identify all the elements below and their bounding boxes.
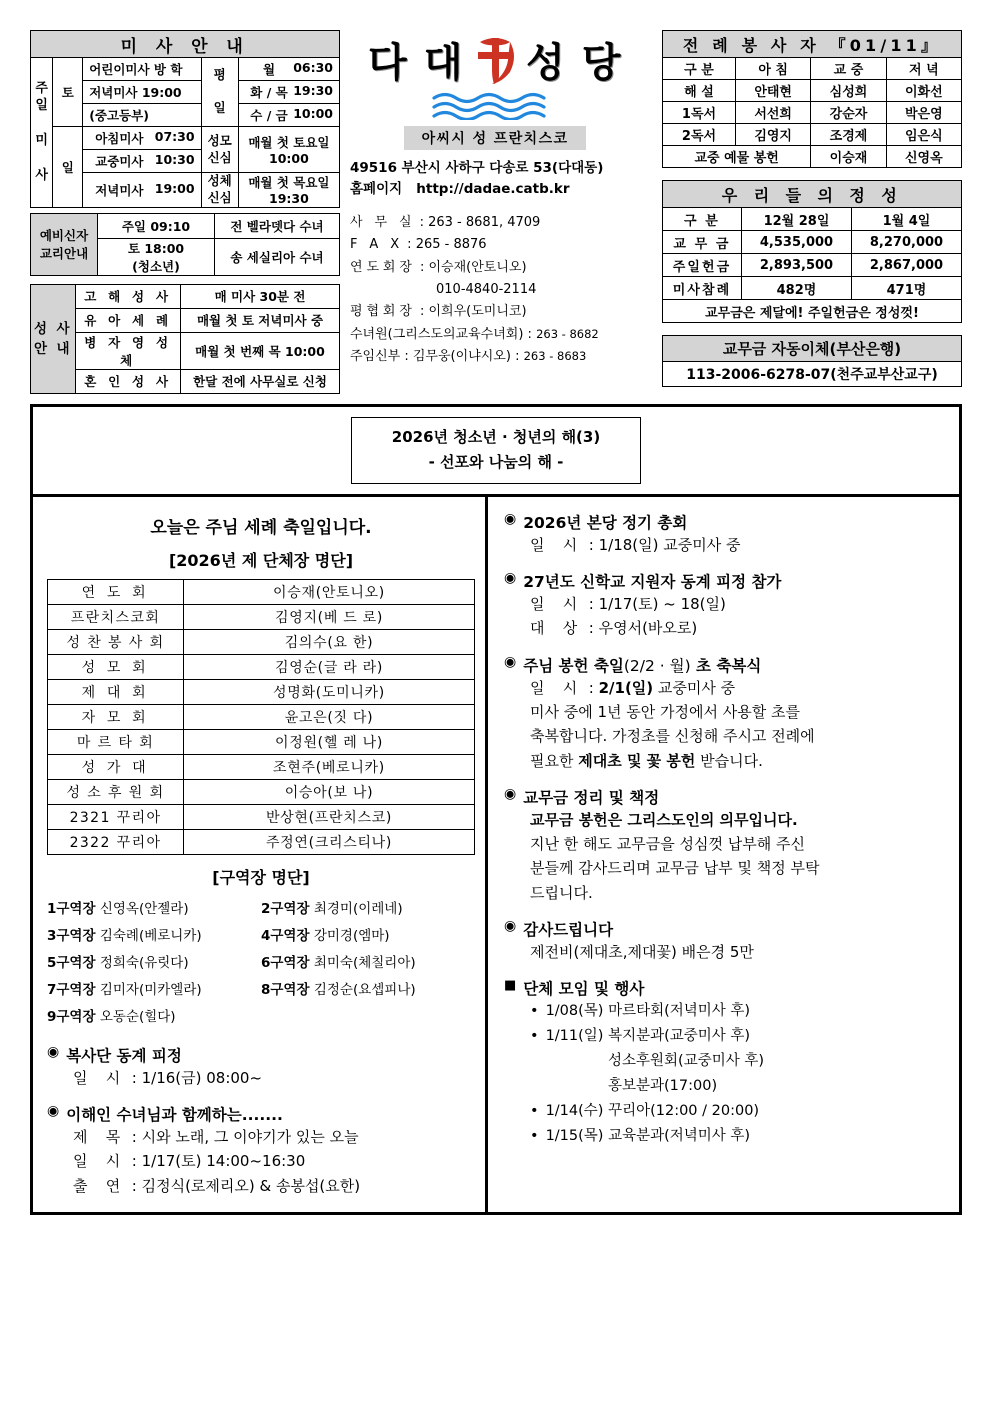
- contact-block: [350, 212, 640, 369]
- offering-header-1: 12월 28일: [742, 208, 852, 231]
- liturgy-r0c2: 심성희: [811, 80, 886, 102]
- offering-r2c1: 482명: [742, 277, 852, 300]
- announcement-line: 대 상 : 우영서(바오로): [530, 619, 698, 638]
- org-key-7: 성 가 대: [48, 754, 184, 779]
- mass-schedule-table: [30, 30, 340, 208]
- list-item: [608, 1074, 947, 1099]
- church-address: [350, 158, 640, 200]
- sacrament-value-2: 매월 첫 번째 목 10:00: [181, 332, 340, 369]
- event-text: 성소후원회(교중미사 후): [608, 1053, 764, 1070]
- liturgy-header-2: 교 중: [811, 58, 886, 80]
- organization-leaders-table: [47, 579, 475, 855]
- offering-r2c2: 471명: [852, 277, 962, 300]
- table-row: [48, 804, 475, 829]
- contact-row-office: 사 무 실 : 263 - 8681, 4709: [350, 214, 541, 230]
- org-key-2: 성 찬 봉 사 회: [48, 629, 184, 654]
- logo-text-left: 다 대: [367, 39, 464, 86]
- announcement-line: 출 연 : 김정식(로제리오) & 송봉섭(요한): [73, 1176, 361, 1195]
- homepage-line: [350, 179, 640, 200]
- address-line: 49516 부산시 사하구 다송로 53(다대동): [350, 160, 604, 176]
- org-key-8: 성 소 후 원 회: [48, 779, 184, 804]
- liturgy-r2c2: 조경제: [811, 124, 886, 146]
- org-value-6: 이정원(헬 레 나): [184, 729, 475, 754]
- contact-row-fax: F A X : 265 - 8876: [350, 237, 487, 253]
- banner-line-2: - 선포와 나눔의 해 -: [428, 453, 564, 472]
- list-item: [47, 896, 475, 923]
- catechumen-label: 예비신자 교리안내: [31, 213, 98, 275]
- org-value-4: 성명화(도미니카): [184, 679, 475, 704]
- dot-icon: •: [530, 1003, 539, 1020]
- table-row: [48, 604, 475, 629]
- table-row: [48, 579, 475, 604]
- orgs-title: [2026년 제 단체장 명단]: [168, 550, 354, 570]
- announcement-line: 일 시 : 1/17(토) 14:00~16:30: [73, 1152, 306, 1171]
- district-name-5: 최미숙(체칠리아): [313, 954, 416, 971]
- liturgy-r2c3: 임은식: [886, 124, 961, 146]
- fish-cross-icon: [466, 30, 524, 88]
- event-text: 꾸리아(12:00 / 20:00): [608, 1103, 760, 1120]
- liturgy-r1c3: 박은영: [886, 102, 961, 124]
- announcement-paragraph: 분들께 감사드리며 교무금 납부 및 책정 부탁: [530, 859, 820, 878]
- header-region: [30, 30, 962, 394]
- liturgy-r2c0: 2독서: [663, 124, 736, 146]
- liturgy-header-1: 아 침: [736, 58, 811, 80]
- catechumen-table: [30, 213, 340, 276]
- table-row: [663, 124, 962, 146]
- liturgy-r1c0: 1독서: [663, 102, 736, 124]
- weekday-label: 평 일: [201, 58, 238, 127]
- table-row: [48, 629, 475, 654]
- devotion-label-1: 성체 신심: [201, 173, 238, 208]
- district-num-2: 3구역장: [47, 927, 96, 944]
- table-row: [48, 729, 475, 754]
- church-logo: [350, 30, 640, 150]
- year-banner-row: [33, 407, 959, 497]
- contact-row-yeondo-phone: 010-4840-2114: [436, 281, 537, 297]
- list-item: [47, 950, 475, 977]
- sacrament-value-1: 매월 첫 토 저녁미사 중: [181, 308, 340, 332]
- events-list: [530, 999, 947, 1149]
- table-row: [48, 679, 475, 704]
- homepage-label: 홈페이지: [350, 180, 403, 197]
- announcement-title: 27년도 신학교 지원자 동계 피정 참가: [523, 573, 782, 592]
- list-item: [608, 1049, 947, 1074]
- district-num-8: 9구역장: [47, 1008, 96, 1025]
- district-name-7: 김정순(요셉피나): [313, 981, 416, 998]
- events-title: 단체 모임 및 행사: [523, 980, 645, 999]
- liturgy-r1c2: 강순자: [811, 102, 886, 124]
- sacrament-value-3: 한달 전에 사무실로 신청: [181, 369, 340, 393]
- liturgy-r0c0: 해 설: [663, 80, 736, 102]
- info-tables-column: [662, 30, 962, 387]
- district-num-0: 1구역장: [47, 900, 96, 917]
- list-item: [47, 977, 475, 1004]
- autopay-account: 113-2006-6278-07(천주교부산교구): [663, 362, 962, 387]
- events-block: [504, 977, 947, 1149]
- table-row: [663, 277, 962, 300]
- table-row: [48, 829, 475, 854]
- announcement-paragraph: 미사 중에 1년 동안 가정에서 사용할 초를: [530, 702, 800, 721]
- table-row: [48, 704, 475, 729]
- event-date: 1/15(목): [545, 1128, 604, 1144]
- identity-column: [340, 30, 640, 368]
- district-num-1: 2구역장: [261, 900, 310, 917]
- contact-row-yeondo: 연도회장 : 이승재(안토니오): [350, 259, 527, 275]
- weekday-row-0: 월 06:30: [238, 58, 339, 81]
- dot-icon: •: [530, 1128, 539, 1144]
- bullet-icon: ◉: [47, 1043, 60, 1060]
- district-name-4: 정희숙(유릿다): [99, 954, 189, 971]
- liturgy-header-3: 저 녁: [886, 58, 961, 80]
- announcement-paragraph: 필요한 제대초 및 꽃 봉헌 받습니다.: [530, 751, 763, 770]
- districts-title: [구역장 명단]: [212, 867, 310, 887]
- liturgy-footer-v2: 신영옥: [886, 146, 961, 168]
- sat-line-3: (중고등부): [83, 104, 201, 127]
- announcement-line: 일 시 : 1/17(토) ~ 18(일): [530, 595, 726, 614]
- autopay-table: [662, 335, 962, 387]
- liturgy-r0c3: 이화선: [886, 80, 961, 102]
- announcement-title: 2026년 본당 정기 총회: [523, 513, 688, 532]
- announcement-item: [504, 570, 947, 641]
- offering-header-0: 구 분: [663, 208, 742, 231]
- org-key-6: 마 르 타 회: [48, 729, 184, 754]
- org-value-7: 조현주(베로니카): [184, 754, 475, 779]
- devotion-label-0: 성모 신심: [201, 127, 238, 173]
- liturgy-footer-v1: 이승재: [811, 146, 886, 168]
- table-row: [48, 754, 475, 779]
- announcement-title: 감사드립니다: [523, 921, 614, 940]
- table-row: [663, 102, 962, 124]
- devotion-value-1: 매월 첫 목요일 19:30: [238, 173, 339, 208]
- table-row: [663, 254, 962, 277]
- bullet-icon: ◉: [504, 510, 517, 527]
- announcement-paragraph: 축복합니다. 가정초를 신청해 주시고 전례에: [530, 727, 815, 746]
- sacraments-label: 성 사 안 내: [31, 284, 76, 393]
- org-key-1: 프란치스코회: [48, 604, 184, 629]
- year-banner: [351, 417, 641, 484]
- table-row: [48, 654, 475, 679]
- left-content-column: [33, 497, 488, 1212]
- liturgy-footer-label: 교중 예물 봉헌: [663, 146, 811, 168]
- table-row: [663, 231, 962, 254]
- org-key-3: 성 모 회: [48, 654, 184, 679]
- sacrament-key-2: 병 자 영 성 체: [76, 332, 181, 369]
- announcement-line: 일 시 : 2/1(일) 교중미사 중: [530, 678, 736, 697]
- org-key-0: 연 도 회: [48, 579, 184, 604]
- event-text: 홍보분과(17:00): [608, 1078, 718, 1095]
- offering-r2c0: 미사참례: [663, 277, 742, 300]
- announcement-line: 제 목 : 시와 노래, 그 이야기가 있는 오늘: [73, 1128, 359, 1147]
- bullet-icon: ◉: [504, 570, 517, 587]
- sacrament-value-0: 매 미사 30분 전: [181, 284, 340, 308]
- table-row: [663, 80, 962, 102]
- sunday-label: 일: [53, 127, 83, 208]
- weekday-row-1: 화 / 목 19:30: [238, 81, 339, 104]
- list-item: [530, 999, 947, 1024]
- list-item: [530, 1099, 947, 1124]
- announcement-item: [504, 786, 947, 905]
- org-value-2: 김의수(요 한): [184, 629, 475, 654]
- district-num-3: 4구역장: [261, 927, 310, 944]
- announcement-line: 일 시 : 1/16(금) 08:00~: [73, 1068, 263, 1087]
- catechumen-person-0: 전 벨라뎃다 수녀: [215, 213, 340, 238]
- right-content-column: [488, 497, 959, 1212]
- devotion-value-0: 매월 첫 토요일 10:00: [238, 127, 339, 173]
- offering-r1c0: 주일헌금: [663, 254, 742, 277]
- table-row: [663, 146, 962, 168]
- event-text: 마르타회(저녁미사 후): [608, 1003, 751, 1020]
- announcement-paragraph: 제전비(제대초,제대꽃) 배은경 5만: [530, 943, 754, 962]
- weekday-row-2: 수 / 금 10:00: [238, 104, 339, 127]
- district-num-5: 6구역장: [261, 954, 310, 971]
- sacraments-table: [30, 284, 340, 394]
- sunday-mass-label: 주 일 미 사: [31, 58, 53, 208]
- list-item: [530, 1124, 947, 1149]
- homepage-url[interactable]: http://dadae.catb.kr: [416, 180, 570, 197]
- list-item: [530, 1024, 947, 1049]
- announcement-item: [47, 1044, 475, 1090]
- liturgy-header-0: 구 분: [663, 58, 736, 80]
- catechumen-time-0: 주일 09:10: [98, 213, 215, 238]
- square-bullet-icon: ■: [504, 978, 517, 994]
- announcement-item: [504, 511, 947, 557]
- saturday-label: 토: [53, 58, 83, 127]
- mass-table-title: 미 사 안 내: [31, 31, 340, 58]
- offering-note: 교무금은 제달에! 주일헌금은 정성껏!: [663, 300, 962, 323]
- logo-text-right: 성 당: [526, 39, 623, 86]
- bullet-icon: ◉: [47, 1103, 60, 1120]
- announcement-line: 일 시 : 1/18(일) 교중미사 중: [530, 535, 741, 554]
- event-date: 1/08(목): [545, 1003, 604, 1020]
- event-date: 1/14(수): [545, 1103, 604, 1120]
- org-value-3: 김영순(글 라 라): [184, 654, 475, 679]
- org-key-9: 2321 꾸리아: [48, 804, 184, 829]
- catechumen-time-1: 토 18:00 (청소년): [98, 238, 215, 275]
- org-value-0: 이승재(안토니오): [184, 579, 475, 604]
- list-item: [47, 923, 475, 950]
- liturgy-r2c1: 김영지: [736, 124, 811, 146]
- offering-r0c0: 교 무 금: [663, 231, 742, 254]
- district-num-6: 7구역장: [47, 981, 96, 998]
- org-key-10: 2322 꾸리아: [48, 829, 184, 854]
- table-row: [48, 779, 475, 804]
- waves-icon: [350, 90, 640, 124]
- liturgy-r1c1: 서선희: [736, 102, 811, 124]
- district-name-0: 신영옥(안젤라): [99, 900, 189, 917]
- sat-line-2: 저녁미사 19:00: [83, 81, 201, 104]
- sacrament-key-1: 유 아 세 례: [76, 308, 181, 332]
- sun-row-2: 저녁미사 19:00: [83, 173, 201, 208]
- schedule-column: [30, 30, 340, 394]
- contact-row-pyeonghyeop: 평협회장 : 이희우(도미니코): [350, 304, 527, 320]
- announcement-paragraph: 교무금 봉헌은 그리스도인의 의무입니다.: [530, 810, 798, 829]
- dot-icon: •: [530, 1103, 539, 1120]
- bullet-icon: ◉: [504, 918, 517, 935]
- announcement-title: 복사단 동계 피정: [66, 1046, 182, 1065]
- announcement-title: 주님 봉헌 축일(2/2 · 월) 초 축복식: [523, 656, 762, 675]
- event-text: 교육분과(저녁미사 후): [608, 1128, 751, 1144]
- district-name-6: 김미자(미카엘라): [99, 981, 202, 998]
- catechumen-person-1: 송 세실리아 수녀: [215, 238, 340, 275]
- body-frame: [30, 404, 962, 1215]
- announcement-item: [504, 654, 947, 773]
- offering-r0c1: 4,535,000: [742, 231, 852, 254]
- dot-icon: •: [530, 1028, 539, 1045]
- announcement-paragraph: 지난 한 해도 교무금을 성심껏 납부해 주신: [530, 835, 805, 854]
- patron-saint: 아씨시 성 프란치스코: [404, 126, 587, 150]
- offering-table: [662, 180, 962, 323]
- announcement-title: 이해인 수녀님과 함께하는.......: [66, 1106, 283, 1125]
- district-num-7: 8구역장: [261, 981, 310, 998]
- offering-header-2: 1월 4일: [852, 208, 962, 231]
- district-num-4: 5구역장: [47, 954, 96, 971]
- sat-line-1: 어린이미사 방 학: [83, 58, 201, 81]
- liturgy-ministers-table: [662, 30, 962, 168]
- district-name-8: 오동순(힐다): [99, 1008, 176, 1025]
- sacrament-key-3: 혼 인 성 사: [76, 369, 181, 393]
- org-key-5: 자 모 회: [48, 704, 184, 729]
- announcement-item: [47, 1103, 475, 1198]
- org-value-9: 반상현(프란치스코): [184, 804, 475, 829]
- sun-row-0: 아침미사 07:30: [83, 127, 201, 150]
- sacrament-key-0: 고 해 성 사: [76, 284, 181, 308]
- main-content: [33, 497, 959, 1212]
- district-leaders-list: [47, 896, 475, 1031]
- district-name-3: 강미경(엠마): [313, 927, 390, 944]
- offering-title: 우 리 들 의 정 성: [663, 181, 962, 208]
- offering-r1c2: 2,867,000: [852, 254, 962, 277]
- contact-row-convent: 수녀원(그리스도의교육수녀회) : 263 - 8682: [350, 326, 599, 342]
- bullet-icon: ◉: [504, 785, 517, 802]
- event-date: 1/11(일): [545, 1028, 604, 1045]
- list-item: [47, 1004, 475, 1031]
- district-name-1: 최경미(이레네): [313, 900, 403, 917]
- announcement-title: 교무금 정리 및 책정: [523, 788, 660, 807]
- org-value-8: 이승아(보 나): [184, 779, 475, 804]
- org-key-4: 제 대 회: [48, 679, 184, 704]
- org-value-5: 윤고은(짓 다): [184, 704, 475, 729]
- liturgy-r0c1: 안태현: [736, 80, 811, 102]
- bullet-icon: ◉: [504, 653, 517, 670]
- feast-day-text: 오늘은 주님 세례 축일입니다.: [150, 517, 372, 538]
- org-value-1: 김영지(베 드 로): [184, 604, 475, 629]
- contact-row-pastor: 주임신부 : 김무웅(이냐시오) : 263 - 8683: [350, 349, 587, 364]
- announcement-item: [504, 918, 947, 964]
- liturgy-title: 전 례 봉 사 자 『01/11』: [663, 31, 962, 58]
- district-name-2: 김숙례(베로니카): [99, 927, 202, 944]
- offering-r1c1: 2,893,500: [742, 254, 852, 277]
- announcement-paragraph: 드립니다.: [530, 883, 593, 902]
- offering-r0c2: 8,270,000: [852, 231, 962, 254]
- sun-row-1: 교중미사 10:30: [83, 150, 201, 173]
- event-text: 복지분과(교중미사 후): [608, 1028, 751, 1045]
- autopay-title: 교무금 자동이체(부산은행): [663, 336, 962, 362]
- banner-line-1: 2026년 청소년 · 청년의 해(3): [391, 427, 601, 446]
- org-value-10: 주정연(크리스티나): [184, 829, 475, 854]
